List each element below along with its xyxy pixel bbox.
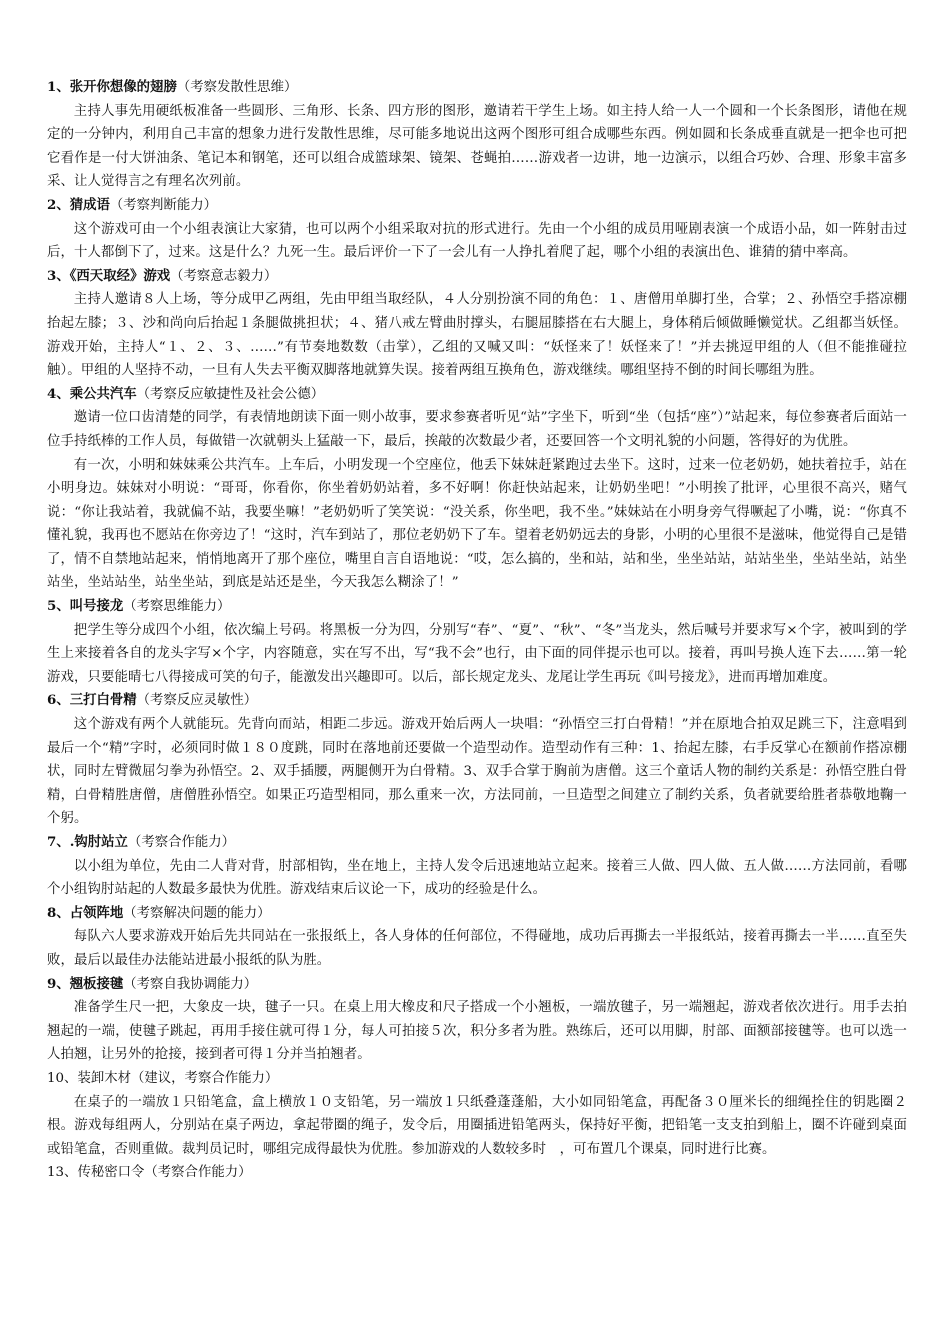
- section-heading: [47, 831, 907, 855]
- section-note: （建议，考察合作能力）: [131, 1070, 279, 1086]
- section-heading: [47, 76, 907, 100]
- section-heading: [47, 265, 907, 289]
- section-title: 传秘密口令: [77, 1165, 145, 1181]
- section-paragraph: 这个游戏可由一个小组表演让大家猜，也可以两个小组采取对抗的形式进行。先由一个小组的成员用哑剧表演一个成语小品，如一阵射击过后，十人都倒下了，过来。这是什么？九死一生。最后评价一下了一会儿有一人挣扎着爬了起，哪个小组的表演出色、谁猜的猜中率高。: [47, 221, 907, 261]
- section-heading: [47, 902, 907, 926]
- section-heading: [47, 973, 907, 997]
- section-heading: [47, 383, 907, 407]
- section-number: 10、: [47, 1070, 78, 1086]
- section-title: 叫号接龙: [69, 598, 124, 615]
- section-paragraph: 主持人事先用硬纸板准备一些圆形、三角形、长条、四方形的图形，邀请若干学生上场。如主持人给一人一个圆和一个长条图形，请他在规定的一分钟内，利用自己丰富的想象力进行发散性思维，尽可能多地说出这两个图形可组合成哪些东西。例如圆和长条成垂直就是一把伞也可把它看作是一付大饼油条、笔记本和钢笔，还可以组合成篮球架、镜架、苍蝇拍……游戏者一边讲，地一边演示，以组合巧妙、合理、形象丰富多采、让人觉得言之有理名次列前。: [47, 103, 907, 190]
- section-number: 4、: [47, 385, 70, 402]
- section-note: （考察意志毅力）: [170, 268, 278, 284]
- section-paragraph: 把学生等分成四个小组，依次编上号码。将黑板一分为四，分别写“春”、“夏”、“秋”、“冬”当龙头，然后喊号并要求写×个字，被叫到的学生上来接着各自的龙头字写×个字，内容随意，实在写不出，写“我不会”也行，由下面的同伴提示也可以。接着，再叫号换人连下去……第一轮游戏，只要能晴七八得接成可笑的句子，能激发出兴趣即可。以后，部长规定龙头、龙尾让学生再玩《叫号接龙》，进而再增加难度。: [47, 622, 907, 685]
- section-title: 《西天取经》游戏: [69, 267, 171, 284]
- section-note: （考察判断能力）: [109, 197, 218, 213]
- section-note: （考察发散性思维）: [176, 80, 298, 95]
- section-title: .钩肘站立: [69, 834, 128, 850]
- section-title: 装卸木材: [77, 1070, 131, 1086]
- section-title: 张开你想像的翅膀: [69, 79, 177, 95]
- section-heading: [47, 194, 907, 218]
- section-note: （考察反应灵敏性）: [136, 693, 258, 709]
- section-note: （考察解决问题的能力）: [123, 905, 271, 921]
- section-number: 9、: [47, 975, 70, 992]
- section-paragraph: 以小组为单位，先由二人背对背，肘部相钩，坐在地上，主持人发令后迅速地站立起来。接着三人做、四人做、五人做……方法同前，看哪个小组钩肘站起的人数最多最快为优胜。游戏结束后议论一下，成功的经验是什么。: [47, 858, 907, 898]
- section-number: 7、: [47, 834, 70, 850]
- section-number: 3、: [47, 267, 70, 284]
- section-number: 6、: [47, 692, 70, 709]
- section-paragraph: 邀请一位口齿清楚的同学，有表情地朗读下面一则小故事，要求参赛者听见“站”字坐下，听到“坐（包括“座”）”站起来，每位参赛者后面站一位手持纸棒的工作人员，每做错一次就朝头上猛敲一下，最后，挨敲的次数最少者，还要回答一个文明礼貌的小问题，答得好的为优胜。: [47, 410, 907, 449]
- section-note: （考察自我协调能力）: [123, 976, 258, 992]
- section-paragraph: 主持人邀请８人上场，等分成甲乙两组，先由甲组当取经队，４人分别扮演不同的角色：１、唐僧用单脚打坐，合掌；２、孙悟空手搭凉棚抬起左膝；３、沙和尚向后抬起１条腿做挑担状；４、猪八戒左臂曲肘撑头，右腿屈膝搭在右大腿上，身体稍后倾做睡懒觉状。乙组都当妖怪。游戏开始，主持人“１、２、３、……”有节奏地数数（击掌），乙组的又喊又叫：“妖怪来了！妖怪来了！”并去挑逗甲组的人（但不能推碰拉触）。甲组的人坚持不动，一旦有人失去平衡双脚落地就算失误。接着两组互换角色，游戏继续。哪组坚持不倒的时间长哪组为胜。: [47, 292, 907, 379]
- section-note: （考察思维能力）: [123, 599, 231, 615]
- section-heading: [47, 1067, 907, 1091]
- section-paragraph: 这个游戏有两个人就能玩。先背向而站，相距二步远。游戏开始后两人一块唱：“孙悟空三打白骨精！”并在原地合拍双足跳三下，注意唱到最后一个“精”字时，必须同时做１８０度跳，同时在落地前还要做一个造型动作。造型动作有三种：1、抬起左膝，右手反掌心在额前作搭凉棚状，同时左臂微屈匀拳为孙悟空。2、双手插腰，两腿侧开为白骨精。3、双手合掌于胸前为唐僧。这三个童话人物的制约关系是：孙悟空胜白骨精，白骨精胜唐僧，唐僧胜孙悟空。如果正巧造型相同，那么重来一次，方法同前，一旦造型之间建立了制约关系，负者就要给胜者恭敬地鞠一个躬。: [47, 717, 907, 827]
- section-paragraph: 每队六人要求游戏开始后先共同站在一张报纸上，各人身体的任何部位，不得碰地，成功后再撕去一半报纸站，接着再撕去一半……直至失败，最后以最佳办法能站进最小报纸的队为胜。: [47, 929, 907, 968]
- section-note: （考察合作能力）: [127, 835, 236, 850]
- section-heading: [47, 689, 907, 713]
- section-paragraph: 准备学生尺一把，大象皮一块，毽子一只。在桌上用大橡皮和尺子搭成一个小翘板，一端放毽子，另一端翘起，游戏者依次进行。用手去拍翘起的一端，使毽子跳起，再用手接住就可得１分，每人可拍接５次，积分多者为胜。熟练后，还可以用脚，肘部、面额部接毽等。也可以选一人拍翘，让另外的抢接，接到者可得１分并当拍翘者。: [47, 1000, 907, 1063]
- section-number: 1、: [47, 79, 70, 95]
- section-title: 占领阵地: [69, 904, 124, 921]
- section-number: 2、: [47, 196, 70, 213]
- section-title: 翘板接毽: [69, 975, 124, 992]
- section-number: 8、: [47, 904, 70, 921]
- section-paragraph: 有一次，小明和妹妹乘公共汽车。上车后，小明发现一个空座位，他丢下妹妹赶紧跑过去坐下。这时，过来一位老奶奶，她扶着拉手，站在小明身边。妹妹对小明说：“哥哥，你看你，你坐着奶奶站着，多不好啊！你赶快站起来，让奶奶坐吧！”小明挨了批评，心里很不高兴，赌气说：“你让我站着，我就偏不站，我要坐嘛！”老奶奶听了笑笑说：“没关系，你坐吧，我不坐。”妹妹站在小明身旁气得噘起了小嘴，说：“你真不懂礼貌，我再也不愿站在你旁边了！“这时，汽车到站了，那位老奶奶下了车。望着老奶奶远去的身影，小明的心里很不是滋味，他觉得自己是错了，情不自禁地站起来，悄悄地离开了那个座位，嘴里自言自语地说：“哎，怎么搞的，坐和站，站和坐，坐坐站站，站站坐坐，坐站坐站，站坐站坐，坐站站坐，站坐坐站，到底是站还是坐，今天我怎么糊涂了！”: [47, 457, 907, 591]
- document-page: [47, 76, 907, 1185]
- section-paragraph: 在桌子的一端放１只铅笔盒，盒上横放１０支铅笔，另一端放１只纸叠蓬蓬船，大小如同铅笔盒，再配备３０厘米长的细绳拴住的钥匙圈２根。游戏每组两人，分别站在桌子两边，拿起带圈的绳子，发令后，用圈插进铅笔两头，保持好平衡，把铅笔一支支拍到船上，圈不许碰到桌面或铅笔盒，否则重做。裁判员记时，哪组完成得最快为优胜。参加游戏的人数较多时 ，可布置几个课桌，同时进行比赛。: [47, 1094, 907, 1157]
- section-number: 5、: [47, 598, 70, 615]
- section-heading: [47, 1161, 907, 1185]
- section-note: （考察合作能力）: [144, 1165, 252, 1181]
- section-title: 猜成语: [69, 196, 110, 213]
- section-heading: [47, 595, 907, 619]
- section-title: 乘公共汽车: [69, 385, 137, 402]
- section-number: 13、: [47, 1165, 78, 1181]
- section-title: 三打白骨精: [69, 692, 137, 709]
- section-note: （考察反应敏捷性及社会公德）: [136, 386, 325, 402]
